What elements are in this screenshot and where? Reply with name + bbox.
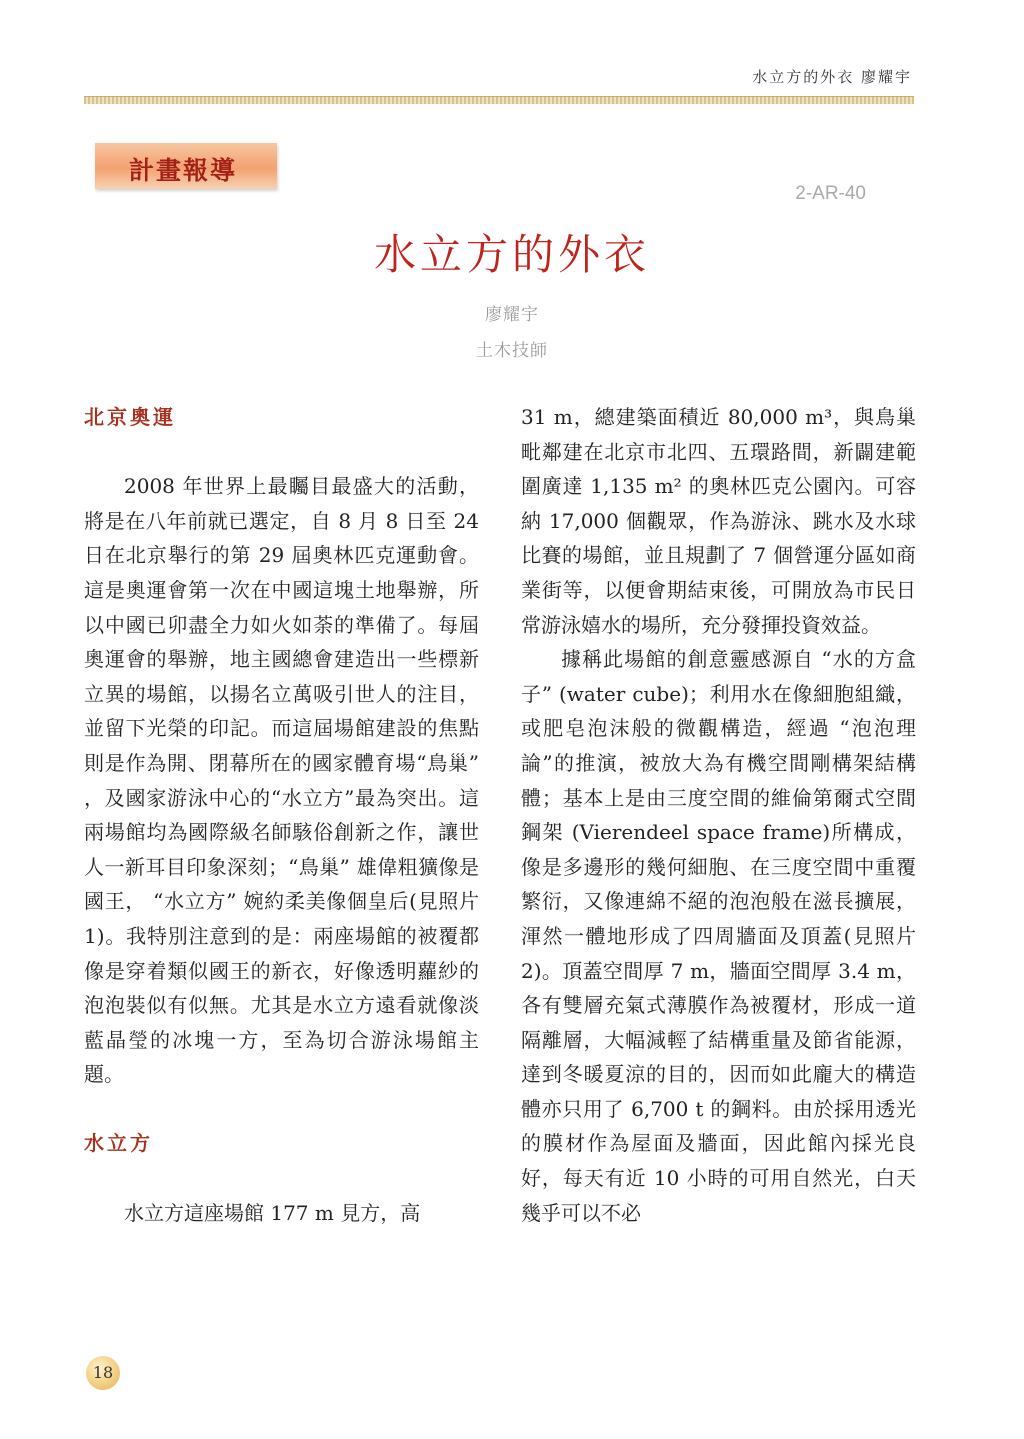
running-header: 水立方的外衣 廖耀宇 bbox=[752, 68, 912, 86]
document-code: 2-AR-40 bbox=[795, 183, 866, 204]
paragraph: 2008 年世界上最矚目最盛大的活動，將是在八年前就已選定，自 8 月 8 日至 24 日在北京舉行的第 29 屆奧林匹克運動會。這是奧運會第一次在中國這塊土地舉辦，所以中國已卯盡全力如火如荼的準備了。每屆奧運會的舉辦，地主國總會建造出一些標新立異的場館，以揚名立萬吸引世人的注目，並留下光榮的印記。而這屆場館建設的焦點則是作為開、閉幕所在的國家體育場“鳥巢” ，及國家游泳中心的“水立方”最為突出。這兩場館均為國際級名師駭俗創新之作，讓世人一新耳目印象深刻；“鳥巢” 雄偉粗獷像是國王， “水立方” 婉約柔美像個皇后(見照片 1)。我特別注意到的是：兩座場館的被覆都像是穿着類似國王的新衣，好像透明蘿紗的泡泡裝似有似無。尤其是水立方遠看就像淡藍晶瑩的冰塊一方，至為切合游泳場館主題。 bbox=[84, 474, 479, 1087]
header-rule bbox=[84, 96, 914, 104]
author-name: 廖耀宇 bbox=[485, 305, 539, 325]
spacer bbox=[84, 1161, 479, 1196]
article-title: 水立方的外衣 bbox=[373, 230, 650, 279]
left-column bbox=[84, 400, 479, 1230]
paragraph: 31 m，總建築面積近 80,000 m³，與鳥巢毗鄰建在北京市北四、五環路間，新闢建範圍廣達 1,135 m² 的奧林匹克公園內。可容納 17,000 個觀眾，作為游泳、跳水及水球比賽的場館，並且規劃了 7 個營運分區如商業街等，以便會期結束後，可開放為市民日常游泳嬉水的場所，充分發揮投資效益。 bbox=[521, 405, 916, 637]
paragraph: 水立方這座場館 177 m 見方，高 bbox=[124, 1200, 421, 1225]
section-tab bbox=[95, 143, 277, 189]
right-column bbox=[521, 400, 916, 1230]
section-heading-beijing-olympics: 北京奧運 bbox=[84, 405, 176, 429]
paragraph: 據稱此場館的創意靈感源自 “水的方盒子” (water cube)；利用水在像細胞組織，或肥皂泡沫般的微觀構造，經過 “泡泡理論”的推演，被放大為有機空間剛構架結構體；基本上是由三度空間的維倫第爾式空間鋼架 (Vierendeel space frame)所構成，像是多邊形的幾何細胞、在三度空間中重覆繁衍，又像連綿不絕的泡泡般在滋長擴展，渾然一體地形成了四周牆面及頂蓋(見照片 2)。頂蓋空間厚 7 m，牆面空間厚 3.4 m，各有雙層充氣式薄膜作為被覆材，形成一道隔離層，大幅減輕了結構重量及節省能源，達到冬暖夏涼的目的，因而如此龐大的構造體亦只用了 6,700 t 的鋼料。由於採用透光的膜材作為屋面及牆面，因此館內採光良好，每天有近 10 小時的可用自然光，白天幾乎可以不必 bbox=[521, 647, 916, 1225]
author-position: 土木技師 bbox=[476, 341, 548, 361]
section-label: 計畫報導 bbox=[129, 156, 238, 185]
spacer bbox=[84, 1092, 479, 1127]
section-heading-water-cube: 水立方 bbox=[84, 1131, 153, 1156]
page-number: 18 bbox=[86, 1356, 120, 1390]
spacer bbox=[84, 435, 479, 470]
